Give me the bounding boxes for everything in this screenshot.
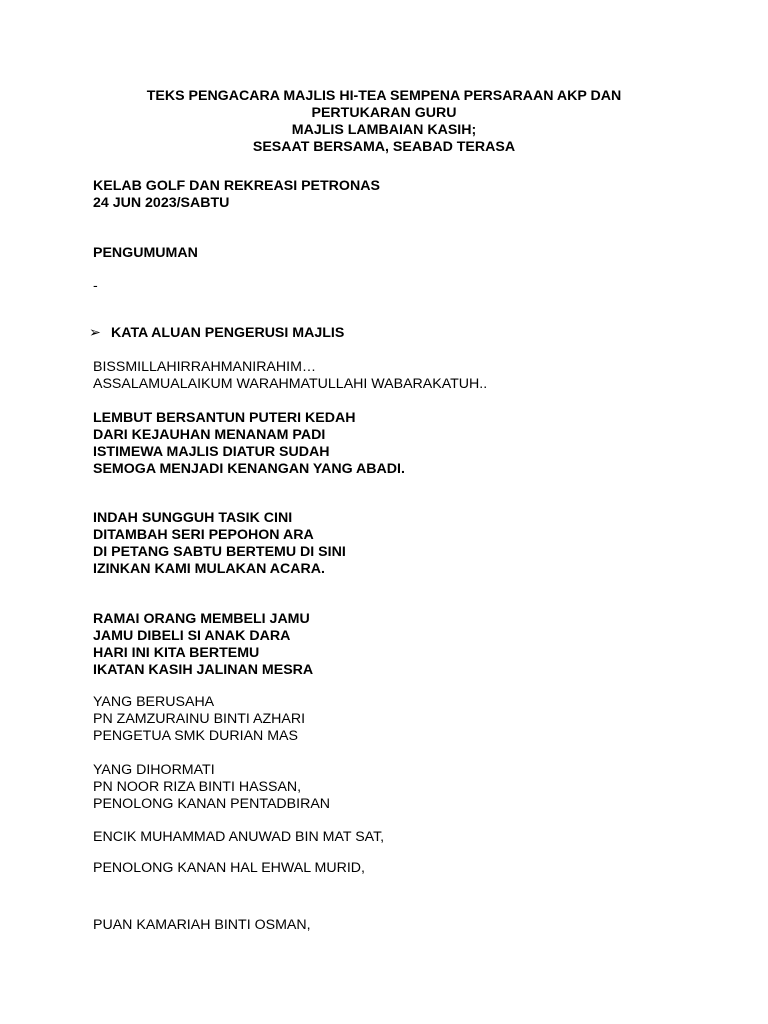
principal-position: PENGETUA SMK DURIAN MAS — [93, 728, 298, 744]
pantun-line: LEMBUT BERSANTUN PUTERI KEDAH — [93, 410, 356, 426]
greeting-line-2: ASSALAMUALAIKUM WARAHMATULLAHI WABARAKATUH.. — [93, 376, 488, 392]
principal-block — [93, 694, 733, 745]
guest-1-block — [93, 762, 733, 813]
title-line-4: SESAAT BERSAMA, SEABAD TERASA — [252, 139, 516, 155]
venue-place: KELAB GOLF DAN REKREASI PETRONAS — [93, 178, 380, 194]
title-line-1: TEKS PENGACARA MAJLIS HI-TEA SEMPENA PERSARAAN AKP DAN — [146, 88, 622, 104]
announcement-heading: PENGUMUMAN — [93, 245, 198, 261]
guest-3-name: PUAN KAMARIAH BINTI OSMAN, — [93, 917, 311, 933]
pantun-line: DARI KEJAUHAN MENANAM PADI — [93, 427, 326, 443]
announcement-dash: - — [93, 278, 98, 294]
greeting-block — [93, 359, 733, 393]
pantun-1 — [93, 410, 733, 478]
arrow-bullet-icon: ➢ — [89, 325, 101, 341]
pantun-line: DITAMBAH SERI PEPOHON ARA — [93, 527, 314, 543]
pantun-line: ISTIMEWA MAJLIS DIATUR SUDAH — [93, 444, 330, 460]
pantun-line: RAMAI ORANG MEMBELI JAMU — [93, 611, 310, 627]
guest-2-name: ENCIK MUHAMMAD ANUWAD BIN MAT SAT, — [93, 829, 385, 845]
guest-2-position: PENOLONG KANAN HAL EHWAL MURID, — [93, 860, 365, 876]
guest-1-name: PN NOOR RIZA BINTI HASSAN, — [93, 779, 302, 795]
venue-date: 24 JUN 2023/SABTU — [93, 195, 230, 211]
title-line-3: MAJLIS LAMBAIAN KASIH; — [291, 122, 477, 138]
section-heading: KATA ALUAN PENGERUSI MAJLIS — [111, 325, 345, 341]
pantun-line: IZINKAN KAMI MULAKAN ACARA. — [93, 561, 325, 577]
venue-block — [93, 178, 733, 212]
pantun-2 — [93, 510, 733, 578]
pantun-line: HARI INI KITA BERTEMU — [93, 645, 260, 661]
title-line-2: PERTUKARAN GURU — [311, 105, 457, 121]
guest-1-position: PENOLONG KANAN PENTADBIRAN — [93, 796, 331, 812]
pantun-line: JAMU DIBELI SI ANAK DARA — [93, 628, 291, 644]
principal-honorific: YANG BERUSAHA — [93, 694, 215, 710]
document-title — [0, 88, 768, 156]
guest-1-honorific: YANG DIHORMATI — [93, 762, 215, 778]
pantun-3 — [93, 611, 733, 679]
greeting-line-1: BISSMILLAHIRRAHMANIRAHIM… — [93, 359, 317, 375]
pantun-line: IKATAN KASIH JALINAN MESRA — [93, 662, 314, 678]
pantun-line: DI PETANG SABTU BERTEMU DI SINI — [93, 544, 346, 560]
section-heading-row — [89, 325, 344, 342]
pantun-line: INDAH SUNGGUH TASIK CINI — [93, 510, 293, 526]
principal-name: PN ZAMZURAINU BINTI AZHARI — [93, 711, 306, 727]
pantun-line: SEMOGA MENJADI KENANGAN YANG ABADI. — [93, 461, 405, 477]
